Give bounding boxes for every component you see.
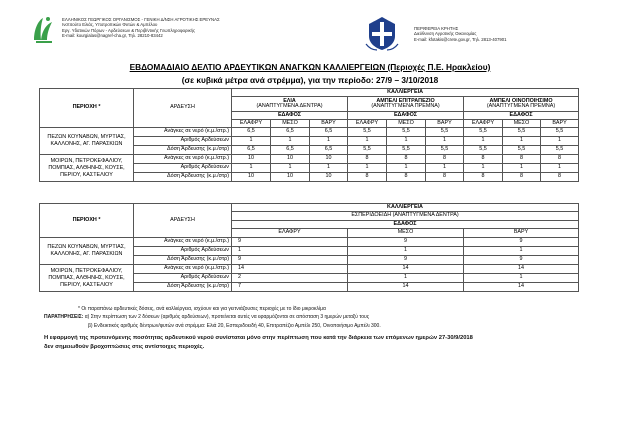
irrigation-metric: Δόση Άρδευσης (κ.μ./στρ) <box>134 283 232 292</box>
value-cell: 10 <box>232 173 271 182</box>
value-cell: 5,5 <box>464 128 503 137</box>
final-note-line: δεν σημειωθούν βροχοπτώσεις στις αντίστοιχες περιοχές. <box>44 344 205 350</box>
value-cell: 8 <box>503 155 541 164</box>
irrigation-metric: Αριθμός Αρδεύσεων <box>134 274 232 283</box>
crop-header-elia <box>232 97 348 112</box>
irrigation-metric: Δόση Άρδευσης (κ.μ./στρ) <box>134 146 232 155</box>
remarks-label: ΠΑΡΑΤΗΡΗΣΕΙΣ: <box>44 314 84 321</box>
value-cell: 9 <box>232 256 348 265</box>
remark-b: β) Ενδεικτικός αριθμός δέντρων/φυτών ανά στρέμμα: Ελιά 20, Εσπεριδοειδή 40, Επιτραπέζιο Αμπέλι 250, Οινοποιήσιμο Αμπέλι 300. <box>88 322 381 329</box>
remark-a: α) Στην περίπτωση των 2 δόσεων (αριθμός αρδεύσεων), προτείνεται αυτές να εφαρμόζονται σε απόσταση 3 ημερών μεταξύ τους <box>84 314 370 321</box>
value-cell: 5,5 <box>387 146 426 155</box>
soil-type-header: ΜΕΣΟ <box>387 120 426 128</box>
edafos-header: ΕΔΑΦΟΣ <box>464 112 579 120</box>
irrigation-metric: Δόση Άρδευσης (κ.μ./στρ) <box>134 173 232 182</box>
header-right-line: ΠΕΡΙΦΕΡΕΙΑ ΚΡΗΤΗΣ <box>414 26 459 31</box>
value-cell: 8 <box>348 155 387 164</box>
crop-header-ampeli-epitrapezio <box>348 97 464 112</box>
crop-header-ampeli-oinopoiisimo <box>464 97 579 112</box>
value-cell: 1 <box>464 274 579 283</box>
value-cell: 6,5 <box>271 128 310 137</box>
irrigation-metric: Αριθμός Αρδεύσεων <box>134 247 232 256</box>
value-cell: 2 <box>232 274 348 283</box>
region-header: ΠΕΡΙΟΧΗ * <box>40 204 134 238</box>
value-cell: 9 <box>232 238 348 247</box>
value-cell: 1 <box>541 164 579 173</box>
soil-type-header: ΒΑΡΥ <box>464 229 579 238</box>
soil-type-header: ΜΕΣΟ <box>503 120 541 128</box>
value-cell: 6,5 <box>310 128 348 137</box>
value-cell: 14 <box>464 265 579 274</box>
header-left-text <box>62 17 220 39</box>
value-cell: 6,5 <box>232 128 271 137</box>
value-cell: 8 <box>387 173 426 182</box>
kalliergeia-header: ΚΑΛΛΙΕΡΓΕΙΑ <box>232 204 579 212</box>
soil-type-header: ΕΛΑΦΡΥ <box>464 120 503 128</box>
crop-name: ΕΛΙΑ <box>283 97 296 104</box>
value-cell: 1 <box>541 137 579 146</box>
irrigation-metric: Ανάγκες σε νερό (κ.μ./στρ.) <box>134 128 232 137</box>
greek-emblem-logo <box>363 14 401 52</box>
region-cell: ΜΟΙΡΩΝ, ΠΕΤΡΟΚΕΦΑΛΙΟΥ, ΠΟΜΠΙΑΣ, ΑΛΘΗΝΗΣ, ΚΟΥΣΕ, ΠΕΡΙΟΥ, ΚΑΣΤΕΛΙΟΥ <box>40 155 134 182</box>
value-cell: 5,5 <box>387 128 426 137</box>
value-cell: 5,5 <box>503 146 541 155</box>
value-cell: 1 <box>232 247 348 256</box>
value-cell: 9 <box>464 238 579 247</box>
value-cell: 1 <box>310 137 348 146</box>
soil-type-header: ΕΛΑΦΡΥ <box>348 120 387 128</box>
value-cell: 9 <box>348 238 464 247</box>
value-cell: 5,5 <box>426 146 464 155</box>
soil-type-header: ΜΕΣΟ <box>271 120 310 128</box>
value-cell: 8 <box>541 155 579 164</box>
elgo-logo <box>30 14 56 46</box>
value-cell: 5,5 <box>348 146 387 155</box>
header-right-line: Διεύθυνση Αγροτικής Οικονομίας <box>414 31 477 37</box>
value-cell: 8 <box>464 155 503 164</box>
value-cell: 6,5 <box>232 146 271 155</box>
value-cell: 1 <box>464 164 503 173</box>
kalliergeia-header: ΚΑΛΛΙΕΡΓΕΙΑ <box>232 89 579 97</box>
final-note <box>44 334 473 352</box>
table-row <box>40 128 579 137</box>
soil-type-header: ΒΑΡΥ <box>426 120 464 128</box>
value-cell: 8 <box>464 173 503 182</box>
notes-block <box>44 305 381 330</box>
value-cell: 1 <box>503 137 541 146</box>
value-cell: 1 <box>426 164 464 173</box>
region-cell: ΜΟΙΡΩΝ, ΠΕΤΡΟΚΕΦΑΛΙΟΥ, ΠΟΜΠΙΑΣ, ΑΛΘΗΝΗΣ, ΚΟΥΣΕ, ΠΕΡΙΟΥ, ΚΑΣΤΕΛΙΟΥ <box>40 265 134 292</box>
crop-name: ΑΜΠΕΛΙ ΟΙΝΟΠΟΙΗΣΙΜΟ <box>489 97 553 104</box>
value-cell: 1 <box>387 137 426 146</box>
value-cell: 8 <box>426 173 464 182</box>
irrigation-metric: Ανάγκες σε νερό (κ.μ./στρ.) <box>134 155 232 164</box>
header-left-line: Εργ. Υδατικών Πόρων - Αρδεύσεων & Περιβ/ντικής Γεωπληροφορικής <box>62 27 196 33</box>
irrigation-table-2 <box>39 203 579 292</box>
value-cell: 7 <box>232 283 348 292</box>
crop-sub: (ΑΝΑΠΤΥΓΜΕΝΑ ΠΡΕΜΝΑ) <box>486 103 556 109</box>
crop-sub: (ΑΝΑΠΤΥΓΜΕΝΑ ΔΕΝΤΡΑ) <box>256 103 323 109</box>
value-cell: 9 <box>348 256 464 265</box>
table-row <box>40 155 579 164</box>
final-note-line: Η εφαρμογή της προτεινόμενης ποσότητας αρδευτικού νερού συνίσταται μόνο στην περίπτωση που κατά την διάρκεια των επόμενων ημερών 27-30/9/2018 <box>44 335 473 341</box>
value-cell: 1 <box>348 247 464 256</box>
value-cell: 5,5 <box>464 146 503 155</box>
irrigation-metric: Αριθμός Αρδεύσεων <box>134 164 232 173</box>
header-right-text <box>414 26 507 42</box>
value-cell: 9 <box>464 256 579 265</box>
header-left-line: Ινστιτούτο Ελιάς, Υποτροπικών Φυτών & Αμπέλου <box>62 22 158 28</box>
value-cell: 10 <box>310 173 348 182</box>
value-cell: 14 <box>232 265 348 274</box>
value-cell: 1 <box>271 164 310 173</box>
value-cell: 8 <box>348 173 387 182</box>
document-title: ΕΒΔΟΜΑΔΙΑΙΟ ΔΕΛΤΙΟ ΑΡΔΕΥΤΙΚΩΝ ΑΝΑΓΚΩΝ ΚΑΛΛΙΕΡΓΕΙΩΝ (Περιοχές Π.Ε. Ηρακλείου) <box>129 62 491 72</box>
header-left-line: E-mail: kourgialas@nagref-cha.gr, Τηλ. 28210-83442 <box>62 33 163 39</box>
value-cell: 5,5 <box>541 146 579 155</box>
table-row <box>40 238 579 247</box>
soil-type-header: ΕΛΑΦΡΥ <box>232 229 348 238</box>
irrigation-metric: Ανάγκες σε νερό (κ.μ./στρ.) <box>134 265 232 274</box>
value-cell: 1 <box>464 137 503 146</box>
value-cell: 1 <box>348 137 387 146</box>
edafos-header: ΕΔΑΦΟΣ <box>232 221 579 229</box>
value-cell: 1 <box>348 274 464 283</box>
value-cell: 10 <box>271 173 310 182</box>
ardeusi-header: ΑΡΔΕΥΣΗ <box>134 89 232 128</box>
value-cell: 1 <box>503 164 541 173</box>
value-cell: 8 <box>541 173 579 182</box>
value-cell: 1 <box>387 164 426 173</box>
value-cell: 1 <box>232 137 271 146</box>
value-cell: 10 <box>232 155 271 164</box>
value-cell: 8 <box>426 155 464 164</box>
value-cell: 6,5 <box>310 146 348 155</box>
value-cell: 5,5 <box>541 128 579 137</box>
region-cell: ΠΕΖΩΝ ΚΟΥΝΑΒΩΝ, ΜΥΡΤΙΑΣ, ΚΑΛΛΟΝΗΣ, ΑΓ. ΠΑΡΑΣΚΙΩΝ <box>40 238 134 265</box>
soil-type-header: ΜΕΣΟ <box>348 229 464 238</box>
header-left-line: ΕΛΛΗΝΙΚΟΣ ΓΕΩΡΓΙΚΟΣ ΟΡΓΑΝΙΣΜΟΣ - ΓΕΝΙΚΗ Δ/ΝΣΗ ΑΓΡΟΤΙΚΗΣ ΕΡΕΥΝΑΣ <box>62 17 220 22</box>
value-cell: 5,5 <box>503 128 541 137</box>
value-cell: 10 <box>271 155 310 164</box>
crop-name: ΑΜΠΕΛΙ ΕΠΙΤΡΑΠΕΖΙΟ <box>376 97 435 104</box>
value-cell: 10 <box>310 155 348 164</box>
irrigation-metric: Δόση Άρδευσης (κ.μ./στρ) <box>134 256 232 265</box>
crop-sub: (ΑΝΑΠΤΥΓΜΕΝΑ ΠΡΕΜΝΑ) <box>371 103 440 109</box>
soil-type-header: ΒΑΡΥ <box>310 120 348 128</box>
remark-line <box>44 313 381 321</box>
value-cell: 5,5 <box>426 128 464 137</box>
value-cell: 5,5 <box>348 128 387 137</box>
region-header: ΠΕΡΙΟΧΗ * <box>40 89 134 128</box>
value-cell: 1 <box>271 137 310 146</box>
crop-header-esperidoeidi: ΕΣΠΕΡΙΔΟΕΙΔΗ (ΑΝΑΠΤΥΓΜΕΝΑ ΔΕΝΤΡΑ) <box>232 212 579 221</box>
soil-type-header: ΕΛΑΦΡΥ <box>232 120 271 128</box>
value-cell: 1 <box>310 164 348 173</box>
value-cell: 8 <box>387 155 426 164</box>
value-cell: 1 <box>232 164 271 173</box>
header-right-line: E-mail: kfotakis@crete.gov.gr, Τηλ. 2813-407901 <box>414 36 507 42</box>
irrigation-metric: Ανάγκες σε νερό (κ.μ./στρ.) <box>134 238 232 247</box>
value-cell: 8 <box>503 173 541 182</box>
irrigation-table-1 <box>39 88 579 182</box>
edafos-header: ΕΔΑΦΟΣ <box>348 112 464 120</box>
value-cell: 1 <box>426 137 464 146</box>
ardeusi-header: ΑΡΔΕΥΣΗ <box>134 204 232 238</box>
soil-type-header: ΒΑΡΥ <box>541 120 579 128</box>
value-cell: 1 <box>464 247 579 256</box>
region-cell: ΠΕΖΩΝ ΚΟΥΝΑΒΩΝ, ΜΥΡΤΙΑΣ, ΚΑΛΛΟΝΗΣ, ΑΓ. ΠΑΡΑΣΚΙΩΝ <box>40 128 134 155</box>
footnote: * Οι παραπάνω αρδευτικές δόσεις, ανά καλλιέργεια, ισχύουν και για γειτνιάζουσες περιοχές με το ίδιο μικροκλίμα <box>78 306 326 312</box>
edafos-header: ΕΔΑΦΟΣ <box>232 112 348 120</box>
value-cell: 1 <box>348 164 387 173</box>
value-cell: 14 <box>464 283 579 292</box>
document-subtitle: (σε κυβικά μέτρα ανά στρέμμα), για την περίοδο: 27/9 – 3/10/2018 <box>181 75 439 85</box>
irrigation-metric: Αριθμός Αρδεύσεων <box>134 137 232 146</box>
value-cell: 6,5 <box>271 146 310 155</box>
value-cell: 14 <box>348 265 464 274</box>
value-cell: 14 <box>348 283 464 292</box>
table-row <box>40 265 579 274</box>
